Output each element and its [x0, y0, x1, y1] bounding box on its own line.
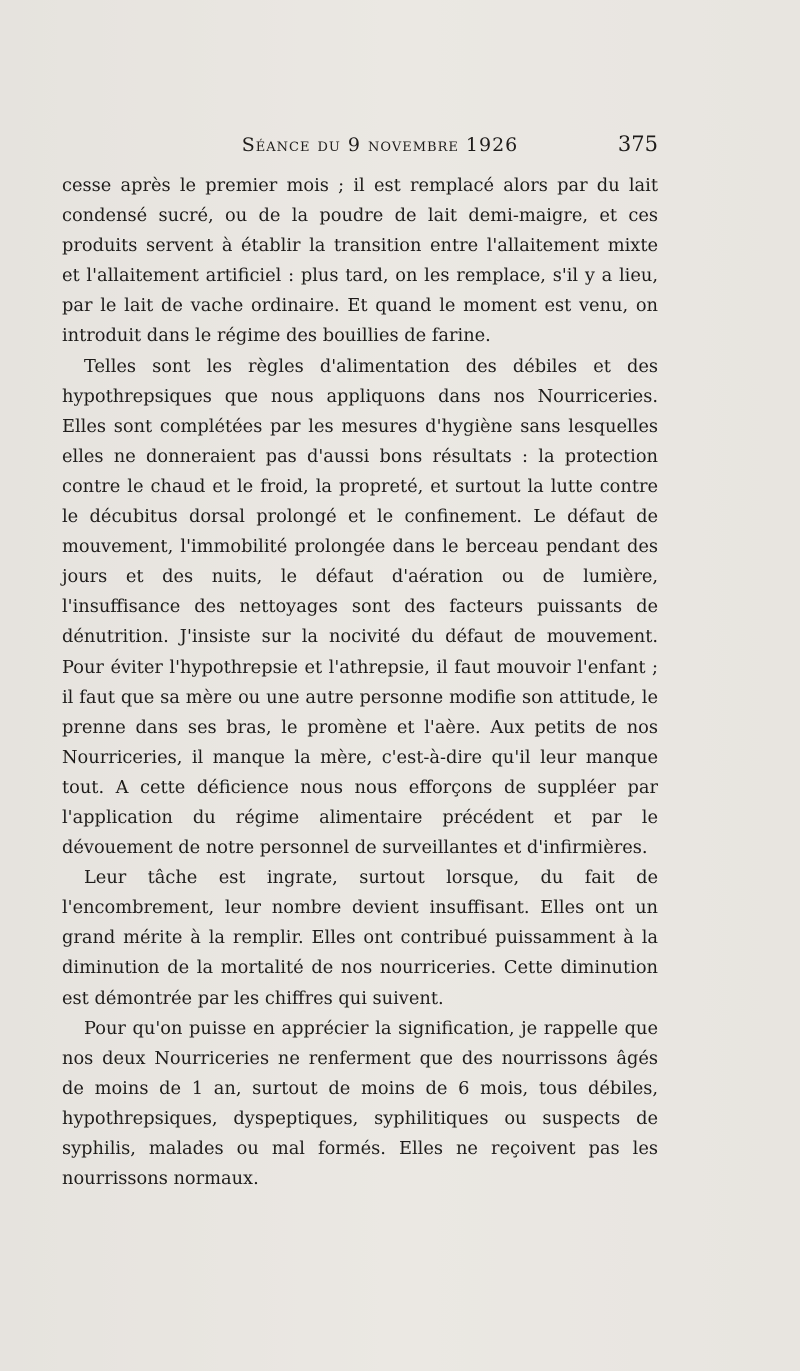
page-header	[62, 128, 658, 164]
paragraph-nurseries: Pour qu'on puisse en apprécier la signification, je rappelle que nos deux Nourriceries ne renferment que des nourrissons âgés de moins de 1 an, surtout de moins de 6 mois, tous débiles, hypothrepsiques, dyspeptiques, syphilitiques ou suspects de syphilis, malades ou mal formés. Elles ne reçoivent pas les nourrissons normaux.	[62, 1017, 658, 1190]
paragraph-continuation: cesse après le premier mois ; il est remplacé alors par du lait condensé sucré, ou de la poudre de lait demi-maigre, et ces produits servent à établir la transition entre l'allaitement mixte et l'allaitement artificiel : plus tard, on les remplace, s'il y a lieu, par le lait de vache ordinaire. Et quand le moment est venu, on introduit dans le régime des bouillies de farine.	[62, 175, 658, 347]
page-number: 375	[617, 132, 658, 156]
paragraph-feeding-rules: Telles sont les règles d'alimentation des débiles et des hypothrepsiques que nous appliquons dans nos Nourriceries. Elles sont complétées par les mesures d'hygiène sans lesquelles elles ne donneraient pas d'aussi bons résultats : la protection contre le chaud et le froid, la propreté, et surtout la lutte contre le décubitus dorsal prolongé et le confinement. Le défaut de mouvement, l'immobilité prolongée dans le berceau pendant des jours et des nuits, le défaut d'aération ou de lumière, l'insuffisance des nettoyages sont des facteurs puissants de dénutrition. J'insiste sur la nocivité du défaut de mouvement. Pour éviter l'hypothrepsie et l'athrepsie, il faut mouvoir l'enfant ; il faut que sa mère ou une autre personne modifie son attitude, le prenne dans ses bras, le promène et l'aère. Aux petits de nos Nourriceries, il manque la mère, c'est-à-dire qu'il leur manque tout. A cette déficience nous nous efforçons de suppléer par l'application du régime alimentaire précédent et par le dévouement de notre personnel de surveillantes et d'infirmières.	[62, 355, 658, 859]
paragraph-staff-task: Leur tâche est ingrate, surtout lorsque, du fait de l'encombrement, leur nombre devient insuffisant. Elles ont un grand mérite à la remplir. Elles ont contribué puissamment à la diminution de la mortalité de nos nourriceries. Cette diminution est démontrée par les chiffres qui suivent.	[62, 867, 658, 1009]
running-title: Séance du 9 novembre 1926	[241, 134, 519, 156]
body-text	[62, 171, 658, 1194]
